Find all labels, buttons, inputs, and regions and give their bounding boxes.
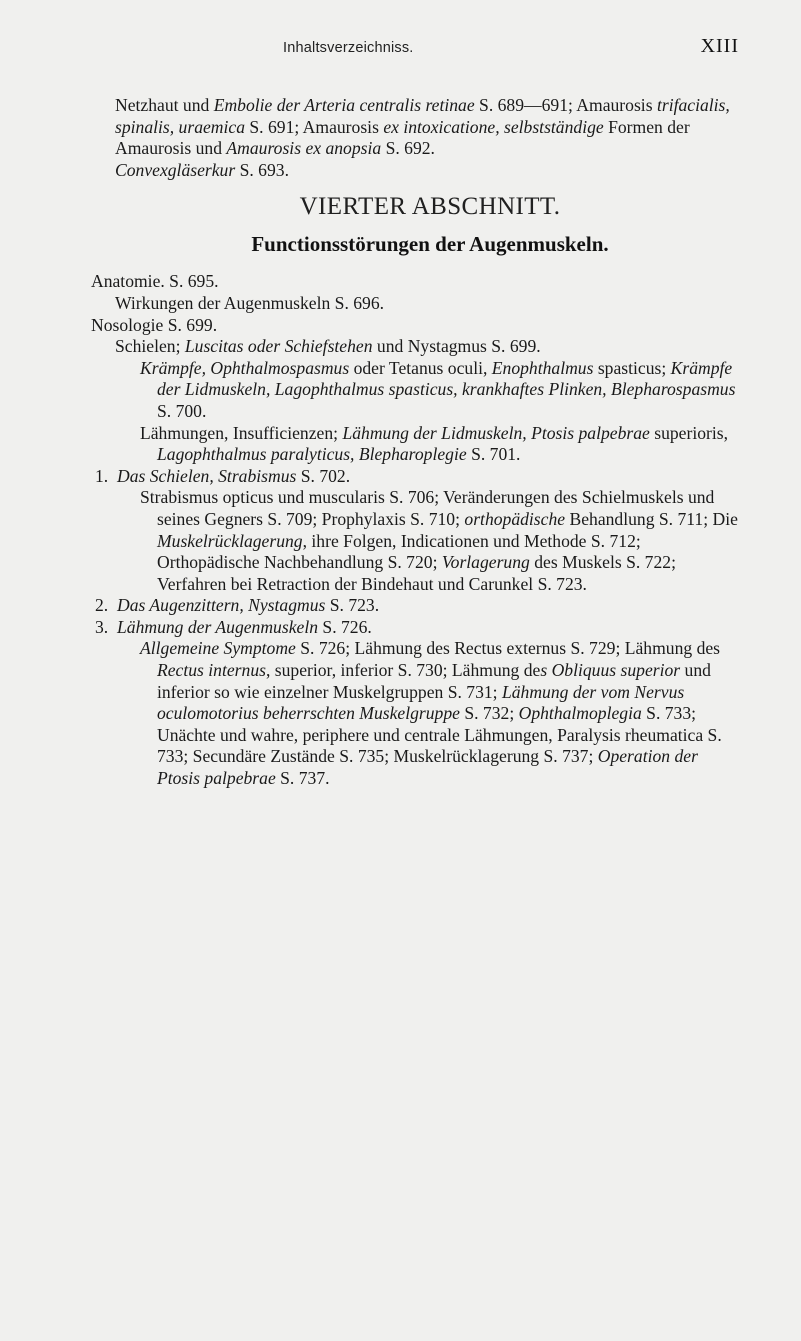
text-italic: orthopädische [464, 508, 566, 529]
text-italic: Lagophthalmus paralyticus, Blepharoplegie [157, 444, 467, 465]
entry-anatomie: Anatomie. S. 695. [91, 271, 219, 292]
text-italic: Lähmung der Lidmuskeln, Ptosis palpebrae [342, 422, 650, 443]
text: und Nystagmus S. 699. [372, 336, 541, 357]
text: Behandlung S. 711; Die [565, 508, 738, 529]
text-italic: Das Augenzittern, Nystagmus [117, 595, 326, 616]
running-title: Inhaltsverzeichniss. [283, 40, 414, 56]
text: , superior, inferior S. 730; Lähmung de [265, 660, 541, 681]
text-italic: Operation der Ptosis palpebrae [157, 746, 698, 789]
item-number: 1. [95, 465, 109, 486]
text-italic: s Obliquus superior [540, 660, 681, 681]
item-1-body [115, 487, 745, 595]
item-1-heading [95, 466, 745, 488]
item-number: 3. [95, 616, 109, 637]
text: superioris, [649, 422, 729, 443]
text: spasticus; [593, 357, 671, 378]
page-number: XIII [700, 35, 739, 57]
text: S. 692. [381, 138, 435, 159]
text-italic: Krämpfe der Lidmuskeln, Lagophthalmus spasticus, krankhaftes Plinken, Blepharospasmus [157, 357, 736, 400]
intro-paragraph [115, 95, 745, 181]
text: S. 700. [157, 400, 207, 421]
entry-kraempfe [115, 358, 745, 423]
text: Netzhaut und [115, 95, 214, 115]
text-italic: Ophthalmoplegia [518, 703, 642, 724]
item-3-body [115, 638, 745, 789]
text-italic: Enophthalmus [491, 357, 594, 378]
text: und inferior so wie einzelner Muskelgruppen S. 731; [157, 660, 711, 702]
text-italic: Embolie der Arteria centralis retinae [213, 95, 475, 115]
text-italic: Muskelrücklagerung [157, 530, 303, 551]
entry-nosologie: Nosologie S. 699. [91, 314, 218, 335]
text: S. 737. [275, 768, 330, 789]
text: Lähmungen, Insufficienzen; [140, 422, 343, 443]
text-italic: Lähmung der Augenmuskeln [117, 616, 319, 637]
text-italic: Convexgläserkur [115, 159, 236, 180]
text-italic: Rectus internus [157, 660, 266, 681]
text: S. 732; [459, 703, 519, 724]
text: S. 733; Unächte und wahre, periphere und centrale Lähmungen, Paralysis rheumatica S. 733; Secundäre Zustände S. 735; Muskelrücklagerung S. 737; [157, 703, 722, 767]
text-italic: ex intoxicatione, selbstständige [383, 116, 604, 137]
text: S. 701. [466, 444, 521, 465]
item-number: 2. [95, 595, 109, 616]
text: S. 702. [296, 465, 351, 486]
text-italic: Lähmung der vom Nervus oculomotorius beherrschten Muskelgruppe [157, 681, 685, 724]
text: S. 689—691; Amaurosis [474, 95, 657, 115]
text-italic: trifacialis, spinalis, uraemica [115, 95, 730, 137]
text: oder Tetanus oculi, [349, 357, 492, 378]
entry-laehmungen [115, 423, 745, 466]
text-italic: Vorlagerung [441, 552, 530, 573]
text: S. 726; Lähmung des Rectus externus S. 729; Lähmung des [295, 638, 721, 659]
text: Formen der Amaurosis und [115, 116, 690, 159]
text-italic: Amaurosis ex anopsia [226, 138, 382, 159]
page-body [91, 95, 745, 790]
text: , ihre Folgen, Indicationen und Methode S. 712; Orthopädische Nachbehandlung S. 720; [157, 530, 641, 573]
text-italic: Allgemeine Symptome [140, 638, 296, 659]
text: S. 726. [318, 616, 372, 637]
text-italic: Krämpfe, Ophthalmospasmus [140, 357, 350, 378]
text-italic: Luscitas oder Schiefstehen [184, 336, 373, 357]
section-title: VIERTER ABSCHNITT. [299, 193, 561, 221]
entry-wirkungen: Wirkungen der Augenmuskeln S. 696. [115, 292, 385, 313]
text: des Muskels S. 722; Verfahren bei Retraction der Bindehaut und Carunkel S. 723. [157, 552, 676, 594]
text: S. 691; Amaurosis [245, 116, 384, 137]
text: Schielen; [115, 336, 185, 357]
text: Strabismus opticus und muscularis S. 706; Veränderungen des Schielmuskels und seines Gegners S. 709; Prophylaxis S. 710; [140, 487, 715, 529]
text: S. 693. [235, 159, 289, 180]
entry-schielen [115, 336, 745, 358]
text-italic: Das Schielen, Strabismus [117, 465, 297, 486]
section-subtitle: Functionsstörungen der Augenmuskeln. [251, 232, 609, 257]
text: S. 723. [325, 595, 380, 616]
item-3-heading [95, 617, 745, 639]
item-2-heading [95, 595, 745, 617]
